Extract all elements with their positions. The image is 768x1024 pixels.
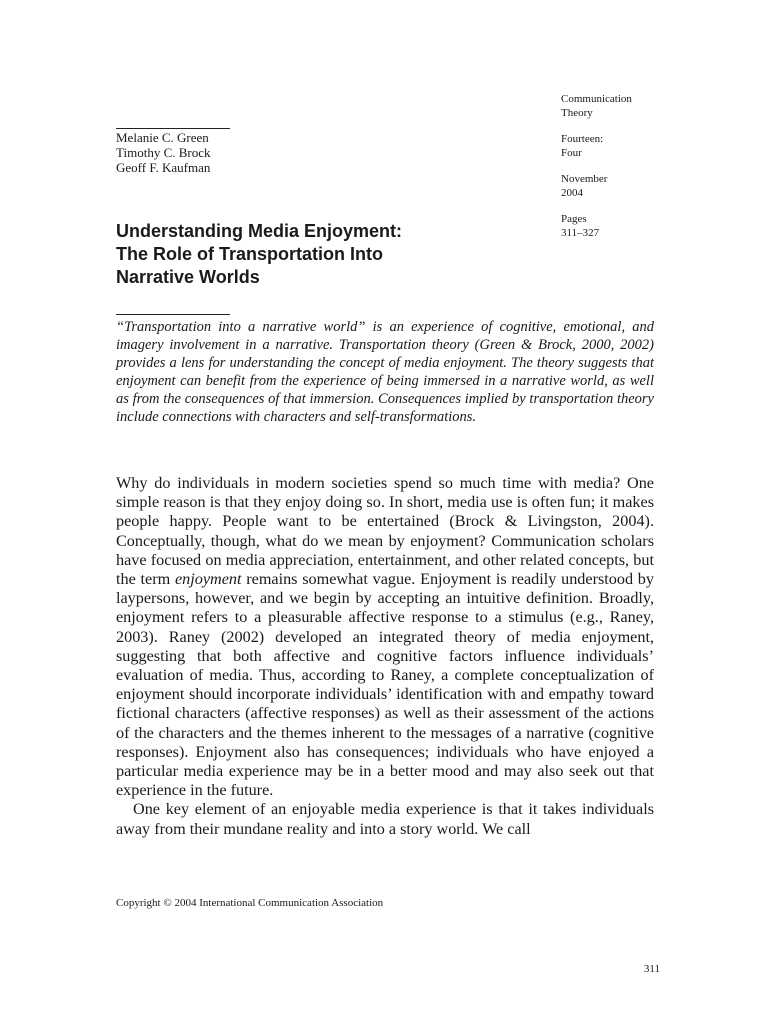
journal-pages: Pages 311–327 [561,213,600,239]
body-paragraph: Why do individuals in modern societies spend so much time with media? One simple reason is that they enjoy doing so. In short, media use is often fun; it makes people happy. People want to be entertained (Brock & Livingston, 2004). Conceptually, though, what do we mean by enjoyment? Communication scholars have focused on media appreciation, entertainment, and other related concepts, but the term enjoyment remains somewhat vague. Enjoyment is readily understood by laypersons, however, and we begin by accepting an intuitive definition. Broadly, enjoyment refers to a pleasurable affective response to a stimulus (e.g., Raney, 2003). Raney (2002) developed an integrated theory of media enjoyment, suggesting that both affective and cognitive factors influence individuals’ evaluation of media. Thus, according to Raney, a complete conceptualization of enjoyment should incorporate individuals’ identification with and empathy toward fictional characters (affective responses) as well as their assessment of the actions of the characters and the themes inherent to the messages of a narrative (cognitive responses). Enjoyment also has consequences; individuals who have enjoyed a particular media experience may be in a better mood and may also seek out that experience in the future. [116,474,654,800]
author-name: Timothy C. Brock [116,145,211,160]
journal-name: Communication Theory [561,93,632,119]
author-list [116,130,211,175]
journal-info [561,92,711,252]
author-name: Geoff F. Kaufman [116,160,211,175]
author-name: Melanie C. Green [116,130,209,145]
emphasis-term: enjoyment [174,570,242,589]
journal-volume: Fourteen: Four [561,133,604,159]
journal-date: November 2004 [561,173,608,199]
page-number: 311 [643,963,660,975]
abstract: “Transportation into a narrative world” is an experience of cognitive, emotional, and imagery involvement in a narrative. Transportation theory (Green & Brock, 2000, 2002) provides a lens for understanding the concept of media enjoyment. The theory suggests that enjoyment can benefit from the experience of being immersed in a narrative world, as well as from the consequences of that immersion. Consequences implied by transportation theory include connections with characters and self-transformations. [116,319,654,425]
article-title: Understanding Media Enjoyment: The Role of Transportation Into Narrative Worlds [116,221,403,287]
authors-rule [116,128,230,129]
copyright-notice: Copyright © 2004 International Communication Association [116,897,384,909]
article-body [116,474,654,839]
body-paragraph: One key element of an enjoyable media experience is that it takes individuals away from their mundane reality and into a story world. We call [116,800,654,838]
abstract-rule [116,314,230,315]
